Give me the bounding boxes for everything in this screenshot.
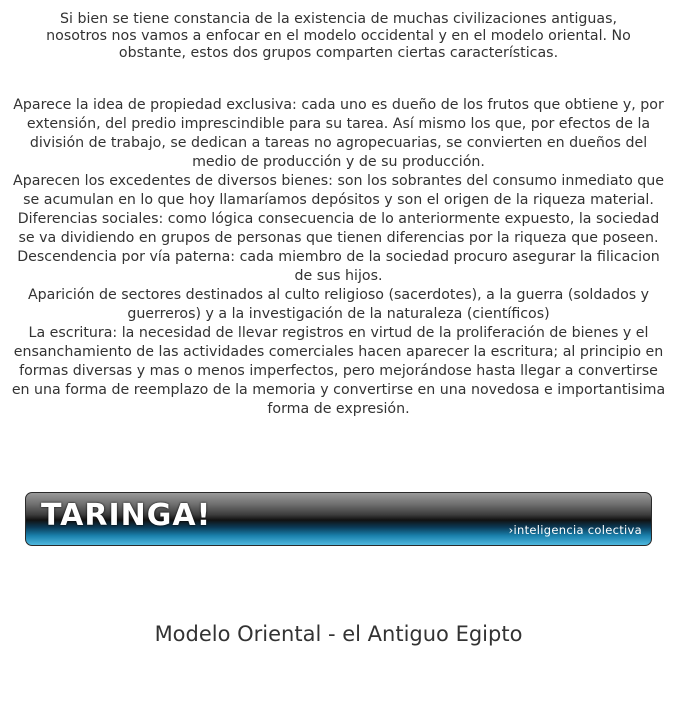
banner-tagline: ›inteligencia colectiva: [508, 523, 642, 537]
section-title: Modelo Oriental - el Antiguo Egipto: [154, 622, 523, 646]
characteristics-list: [10, 96, 667, 419]
characteristic-item: La escritura: la necesidad de llevar registros en virtud de la proliferación de bienes y el ensanchamiento de las actividades comerciales hacen aparecer la escritura; al principio en formas diversas y mas o menos imperfectos, pero mejorándose hasta llegar a convertirse en una forma de reemplazo de la memoria y convertirse en una novedosa e importantisima forma de expresión.: [11, 325, 666, 417]
article-body: [10, 0, 667, 419]
characteristic-item: Descendencia por vía paterna: cada miembro de la sociedad procuro asegurar la filicacion de sus hijos.: [17, 249, 660, 284]
characteristic-item: Aparecen los excedentes de diversos bienes: son los sobrantes del consumo inmediato que se acumulan en lo que hoy llamaríamos depósitos y son el origen de la riqueza material.: [12, 173, 665, 208]
intro-paragraph: Si bien se tiene constancia de la existencia de muchas civilizaciones antiguas, nosotros nos vamos a enfocar en el modelo occidental y en el modelo oriental. No obstante, estos dos grupos comparten ciertas características.: [46, 11, 631, 61]
characteristic-item: Aparece la idea de propiedad exclusiva: cada uno es dueño de los frutos que obtiene y, por extensión, del predio imprescindible para su tarea. Así mismo los que, por efectos de la división de trabajo, se dedican a tareas no agropecuarias, se convierten en dueños del medio de producción y de su producción.: [13, 97, 664, 170]
taringa-logo: TARINGA!: [41, 498, 212, 533]
characteristic-item: Diferencias sociales: como lógica consecuencia de lo anteriormente expuesto, la sociedad se va dividiendo en grupos de personas que tienen diferencias por la riqueza que poseen.: [17, 211, 660, 246]
taringa-banner[interactable]: [25, 492, 652, 546]
characteristic-item: Aparición de sectores destinados al culto religioso (sacerdotes), a la guerra (soldados y guerreros) y a la investigación de la naturaleza (científicos): [27, 287, 650, 322]
